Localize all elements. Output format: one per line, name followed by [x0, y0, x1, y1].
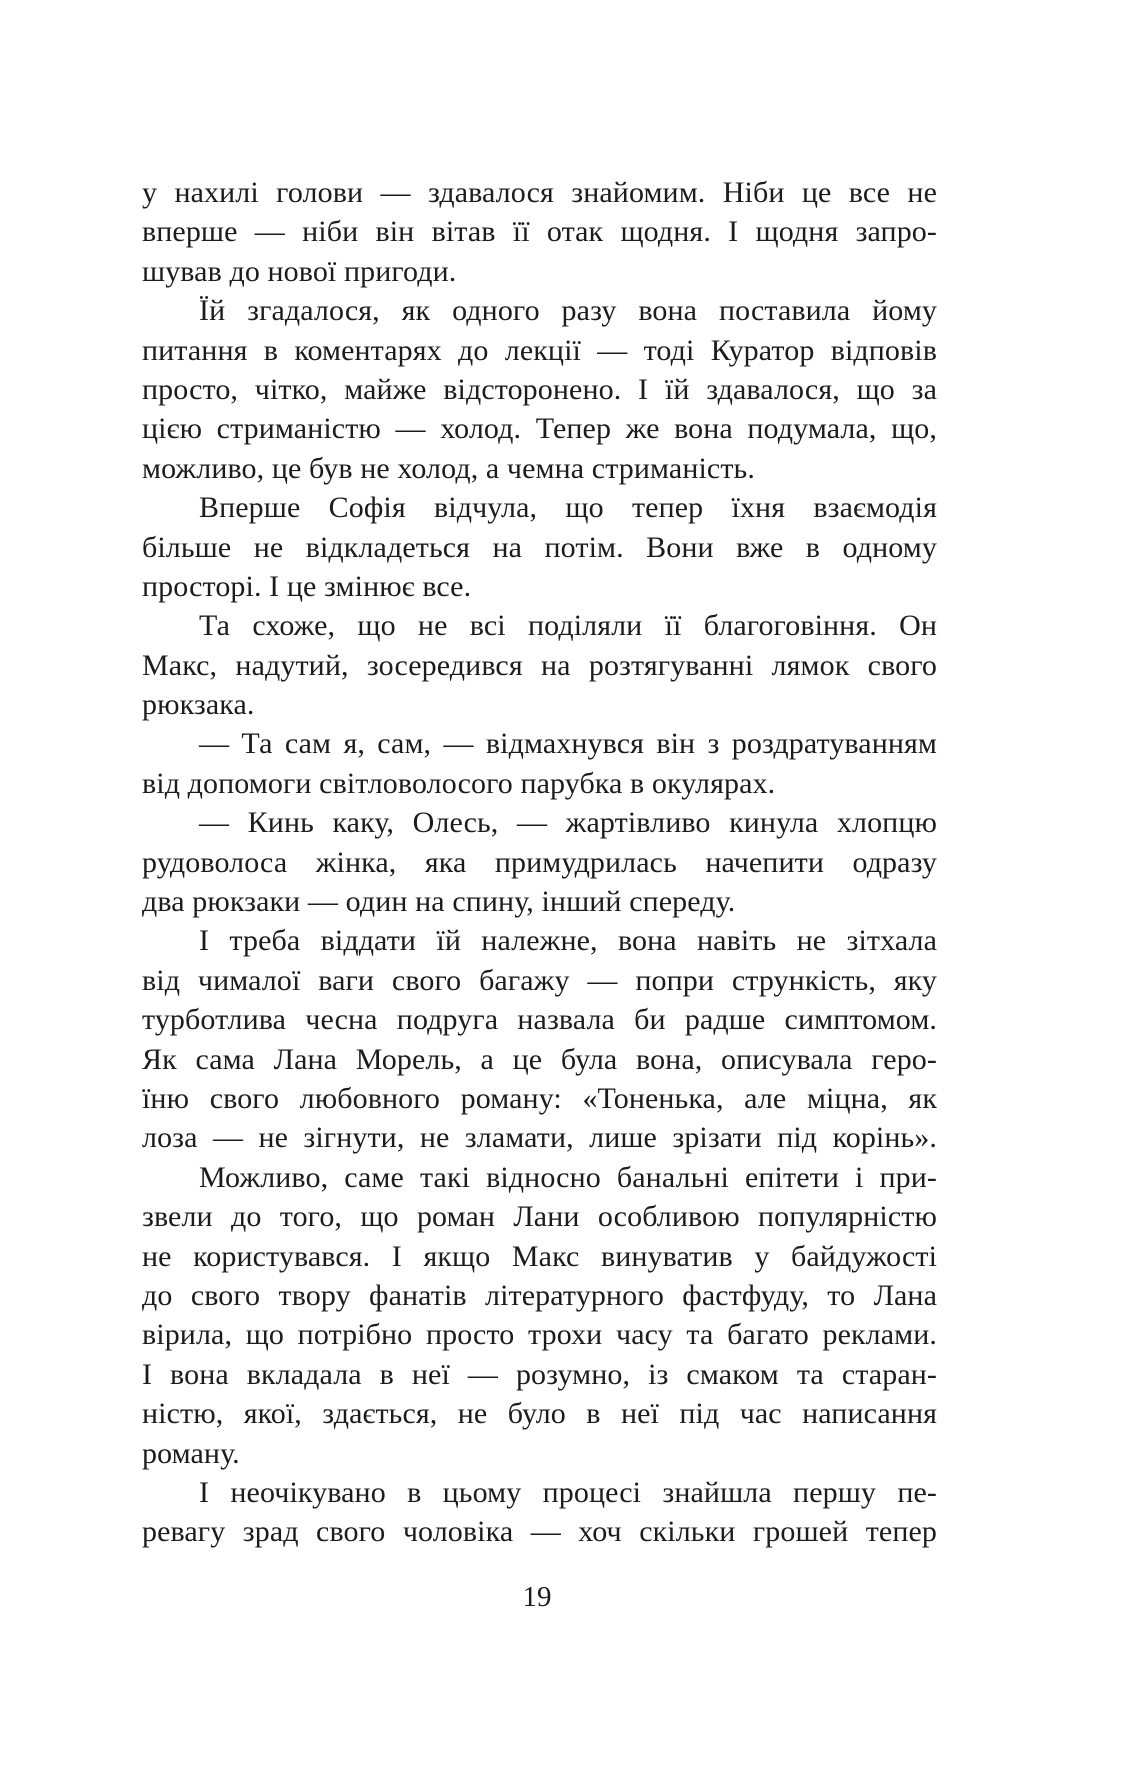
paragraph: [142, 173, 937, 291]
text-line: Їй згадалося, як одного разу вона поставила йому: [199, 294, 937, 328]
text-line: І неочікувано в цьому процесі знайшла першу пе-: [199, 1475, 937, 1509]
paragraph: [142, 488, 937, 606]
text-line: лоза — не зігнути, не зламати, лише зрізати під корінь».: [142, 1121, 937, 1155]
paragraph: [142, 803, 937, 921]
paragraph: [142, 724, 937, 803]
text-line: І треба віддати їй належне, вона навіть не зітхала: [199, 924, 937, 958]
text-line: вірила, що потрібно просто трохи часу та багато реклами.: [142, 1318, 937, 1352]
text-line: просторі. І це змінює все.: [142, 569, 472, 603]
text-line: просто, чітко, майже відсторонено. І їй здавалося, що за: [142, 372, 937, 406]
text-line: більше не відкладеться на потім. Вони вже в одному: [142, 530, 937, 564]
text-line: рудоволоса жінка, яка примудрилась начепити одразу: [142, 845, 937, 879]
text-line: шував до нової пригоди.: [142, 254, 457, 288]
text-line: роману.: [142, 1436, 240, 1470]
paragraph: [142, 606, 937, 724]
text-line: Та схоже, що не всі поділяли її благоговіння. Он: [199, 609, 937, 643]
text-line: звели до того, що роман Лани особливою популярністю: [142, 1200, 937, 1234]
text-line: — Кинь каку, Олесь, — жартівливо кинула хлопцю: [199, 806, 937, 840]
page-text: [142, 173, 937, 1552]
paragraph: [142, 1158, 937, 1473]
text-line: від допомоги світловолосого парубка в окулярах.: [142, 766, 776, 800]
page-number: 19: [522, 1581, 552, 1613]
text-line: вперше — ніби він вітав її отак щодня. І щодня запро-: [142, 215, 937, 249]
text-line: Як сама Лана Морель, а це була вона, описувала геро-: [142, 1042, 937, 1076]
text-line: питання в коментарях до лекції — тоді Куратор відповів: [142, 333, 937, 367]
text-line: ревагу зрад свого чоловіка — хоч скільки грошей тепер: [142, 1515, 937, 1549]
paragraph: [142, 921, 937, 1157]
text-line: цією стриманістю — холод. Тепер же вона подумала, що,: [142, 412, 937, 446]
text-line: І вона вкладала в неї — розумно, із смаком та старан-: [142, 1357, 937, 1391]
text-line: Вперше Софія відчула, що тепер їхня взаємодія: [199, 491, 937, 525]
text-line: Макс, надутий, зосередився на розтягуванні лямок свого: [142, 648, 937, 682]
text-line: — Та сам я, сам, — відмахнувся він з роздратуванням: [199, 727, 937, 761]
text-line: можливо, це був не холод, а чемна стриманість.: [142, 451, 755, 485]
text-line: від чималої ваги свого багажу — попри стрункість, яку: [142, 963, 937, 997]
text-line: у нахилі голови — здавалося знайомим. Ніби це все не: [142, 176, 937, 209]
text-line: ністю, якої, здається, не було в неї під час написання: [142, 1397, 937, 1431]
text-line: Можливо, саме такі відносно банальні епітети і при-: [199, 1160, 937, 1194]
text-line: не користувався. І якщо Макс винуватив у байдужості: [142, 1239, 937, 1273]
text-line: турботлива чесна подруга назвала би радше симптомом.: [142, 1003, 937, 1037]
paragraph: [142, 1473, 937, 1552]
text-line: до свого твору фанатів літературного фастфуду, то Лана: [142, 1278, 937, 1312]
text-line: два рюкзаки — один на спину, інший спереду.: [142, 885, 736, 919]
text-line: їню свого любовного роману: «Тоненька, але міцна, як: [142, 1081, 937, 1115]
paragraph: [142, 291, 937, 488]
text-line: рюкзака.: [142, 688, 255, 722]
